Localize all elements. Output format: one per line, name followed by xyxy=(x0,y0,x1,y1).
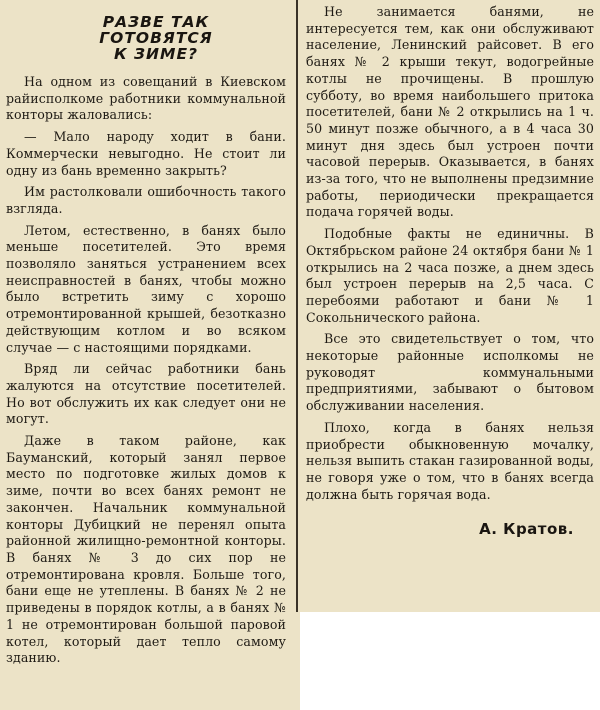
headline xyxy=(76,14,236,62)
left-column xyxy=(6,6,286,672)
paragraph: — Мало народу ходит в бани. Коммерчески невыгодно. Не стоит ли одну из бань временно закрыть? xyxy=(6,129,286,178)
headline-line-3: К ЗИМЕ? xyxy=(113,45,199,63)
right-column xyxy=(306,4,594,538)
column-divider xyxy=(296,0,298,612)
headline-line-2: ГОТОВЯТСЯ xyxy=(99,29,213,47)
paragraph: Даже в таком районе, как Бауманский, который занял первое место по подготовке жилых домов к зиме, почти во всех банях ремонт не закончен. Начальник коммунальной конторы Дубицкий не перенял опыта районной жилищно-ремонтной конторы. В банях № 3 до сих пор не отремонтирована кровля. Больше того, бани еще не утеплены. В банях № 2 не приведены в порядок котлы, а в банях № 1 не отремонтирован большой паровой котел, который дает тепло самому зданию. xyxy=(6,433,286,666)
paragraph: Не занимается банями, не интересуется тем, как они обслуживают население, Ленинский райсовет. В его банях № 2 крыши текут, водогрейные котлы не прочищены. В прошлую субботу, во время наибольшего притока посетителей, бани № 2 открылись на 1 ч. 50 минут позже обычного, а в 4 часа 30 минут дня здесь был устроен почти часовой перерыв. Оказывается, в банях из-за того, что не выполнены предзимние работы, периодически прекращается подача горячей воды. xyxy=(306,4,594,220)
paragraph: Все это свидетельствует о том, что некоторые районные исполкомы не руководят коммунальными предприятиями, забывают о бытовом обслуживании населения. xyxy=(306,331,594,414)
paragraph: На одном из совещаний в Киевском райисполкоме работники коммунальной конторы жаловались: xyxy=(6,74,286,123)
author-byline: А. Кратов. xyxy=(479,520,574,539)
paragraph: Вряд ли сейчас работники бань жалуются на отсутствие посетителей. Но вот обслужить их как следует они не могут. xyxy=(6,361,286,427)
headline-line-1: РАЗВЕ ТАК xyxy=(102,13,210,31)
paragraph: Подобные факты не единичны. В Октябрьском районе 24 октября бани № 1 открылись на 2 часа позже, а днем здесь был устроен перерыв на 2,5 часа. С перебоями работают и бани № 1 Сокольнического района. xyxy=(306,226,594,325)
blank-area xyxy=(300,612,600,710)
paragraph: Летом, естественно, в банях было меньше посетителей. Это время позволяло заняться устранением всех неисправностей в банях, чтобы можно было встретить зиму с хорошо отремонтированной крышей, безотказно действующим котлом и во всяком случае — с настоящими порядками. xyxy=(6,222,286,355)
paragraph: Плохо, когда в банях нельзя приобрести обыкновенную мочалку, нельзя выпить стакан газированной воды, не говоря уже о том, что в банях всегда должна быть горячая вода. xyxy=(306,419,594,502)
paragraph: Им растолковали ошибочность такого взгляда. xyxy=(6,184,286,216)
